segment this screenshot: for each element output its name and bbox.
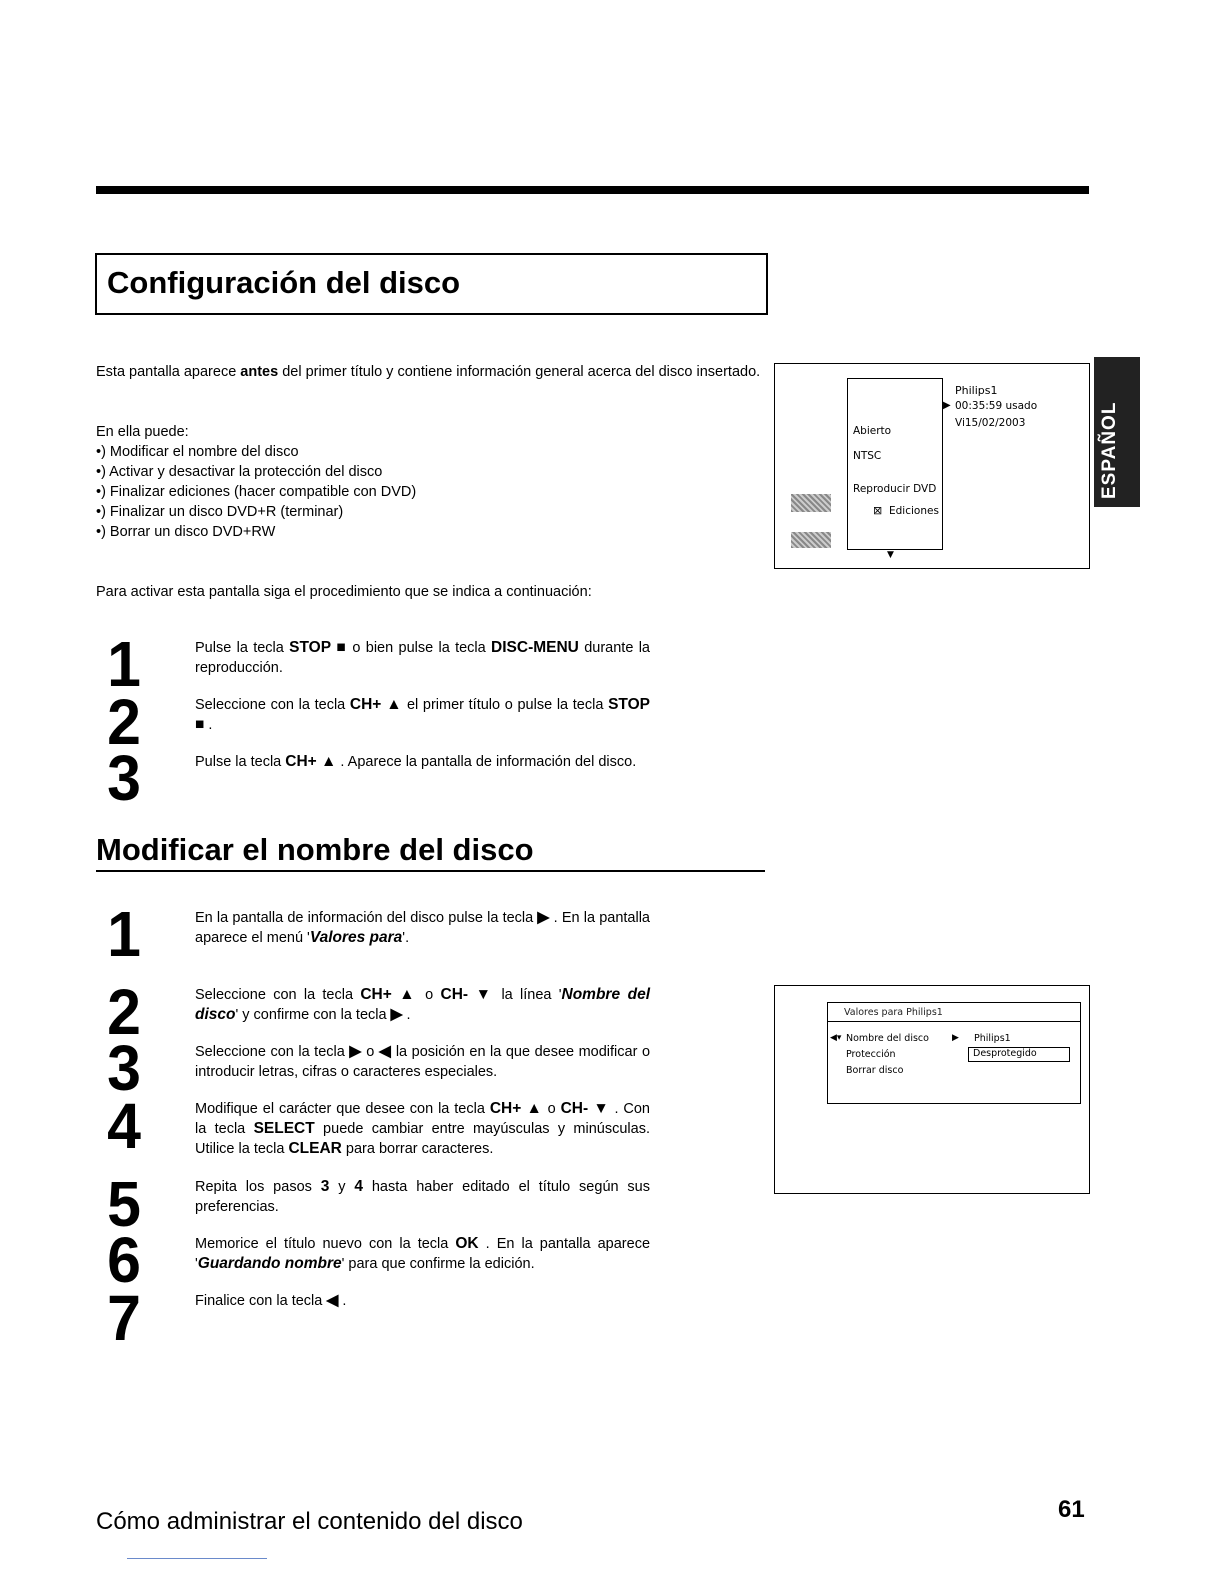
footer-section-title: Cómo administrar el contenido del disco xyxy=(96,1508,523,1535)
arrow-right-icon: ▶ xyxy=(943,400,951,411)
step-text xyxy=(195,1177,650,1217)
step-text-part: o xyxy=(361,1044,379,1060)
step-text xyxy=(195,1234,650,1274)
step-number: 4 xyxy=(107,1090,141,1162)
key-label: ▶ xyxy=(390,1006,403,1023)
step-text-part: . xyxy=(338,1293,347,1309)
intro-text-a: Esta pantalla aparece xyxy=(96,364,241,380)
step-number: 3 xyxy=(107,742,141,814)
step-text-part: o xyxy=(417,987,441,1003)
step-number: 5 xyxy=(107,1168,141,1240)
key-label: CH+ ▲ xyxy=(285,753,337,770)
thumbnail-icon xyxy=(791,494,831,512)
title-box xyxy=(95,253,768,315)
list-item: •) Modificar el nombre del disco xyxy=(96,444,299,460)
intro-text-b: del primer título y contiene información general acerca del disco insertado. xyxy=(278,364,761,380)
step-text xyxy=(195,752,650,772)
step-text-part: Finalice con la tecla xyxy=(195,1293,327,1309)
arrow-right-icon: ▶ xyxy=(952,1033,959,1043)
step-text-part: la posición en la que desee modificar o introducir letras, cifras o caracteres especiales. xyxy=(195,1044,651,1080)
row-value-nombre: Philips1 xyxy=(974,1033,1011,1044)
step-text-part: . En la pantalla aparece el menú ' xyxy=(195,910,650,946)
step-text-part: Seleccione con la tecla xyxy=(195,697,350,713)
language-tab xyxy=(1094,357,1140,507)
thumbnail-icon xyxy=(791,532,831,548)
step-text-part: Seleccione con la tecla xyxy=(195,987,361,1003)
key-label: CH- ▼ xyxy=(560,1100,610,1117)
step-text xyxy=(195,985,650,1025)
menu-item-reproducir-dvd: Reproducir DVD xyxy=(853,483,937,495)
step-text-part: el primer título o pulse la tecla xyxy=(402,697,609,713)
step-text-part: Seleccione con la tecla xyxy=(195,1044,350,1060)
step-text-part: puede cambiar entre mayúsculas y minúsculas. Utilice la tecla xyxy=(195,1121,650,1157)
menu-item-abierto: Abierto xyxy=(853,425,892,437)
step-number: 2 xyxy=(107,686,141,758)
row-value-proteccion: Desprotegido xyxy=(973,1048,1037,1059)
step-text-part: ' y confirme con la tecla xyxy=(235,1007,391,1023)
key-label: ▶ xyxy=(349,1043,362,1060)
step-number: 6 xyxy=(107,1224,141,1296)
step-text-part: o bien pulse la tecla xyxy=(347,640,492,656)
step-number: 1 xyxy=(107,898,141,970)
menu-name: Valores para xyxy=(309,929,403,946)
step-text-part: y xyxy=(329,1179,355,1195)
step-text-part: o xyxy=(542,1101,561,1117)
section-heading: Modificar el nombre del disco xyxy=(96,832,534,867)
list-item: •) Borrar un disco DVD+RW xyxy=(96,524,276,540)
feature-list xyxy=(96,422,556,542)
selector-icon: ◀▾ xyxy=(830,1033,842,1043)
list-intro: En ella puede: xyxy=(96,424,189,440)
step-text-part: '. xyxy=(402,930,410,946)
list-item: •) Finalizar un disco DVD+R (terminar) xyxy=(96,504,344,520)
step-text-part: Repita los pasos xyxy=(195,1179,321,1195)
step-text xyxy=(195,638,650,678)
step-text-part: hasta haber editado el título según sus preferencias. xyxy=(195,1179,650,1215)
value-box xyxy=(968,1047,1070,1062)
language-tab-label: ESPAÑOL xyxy=(1099,401,1120,499)
intro-paragraph xyxy=(96,362,764,382)
step-text xyxy=(195,1291,650,1311)
scroll-down-icon: ▼ xyxy=(887,550,894,560)
menu-name: Guardando nombre xyxy=(197,1255,342,1272)
step-number: 1 xyxy=(107,628,141,700)
step-text-part: . xyxy=(402,1007,411,1023)
top-rule xyxy=(96,186,1089,194)
disc-used-time: 00:35:59 usado xyxy=(955,400,1038,412)
key-label: CH+ ▲ xyxy=(349,696,403,713)
disc-menu-panel xyxy=(847,378,943,550)
key-label: CH+ ▲ xyxy=(360,986,418,1003)
key-label: CLEAR xyxy=(288,1140,342,1157)
key-label: ▶ xyxy=(537,909,550,926)
disc-name: Philips1 xyxy=(955,384,998,397)
valores-screen xyxy=(774,985,1090,1194)
key-label: ◀ xyxy=(378,1043,392,1060)
step-text xyxy=(195,908,650,948)
page-title: Configuración del disco xyxy=(107,265,461,300)
page-number: 61 xyxy=(1058,1496,1085,1523)
step-number: 3 xyxy=(107,1032,141,1104)
step-text-part: la línea ' xyxy=(494,987,562,1003)
valores-menu-panel xyxy=(827,1002,1081,1104)
key-label: STOP ■ xyxy=(289,639,348,656)
key-label: SELECT xyxy=(253,1120,315,1137)
step-text-part: . Con la tecla xyxy=(195,1101,650,1137)
row-label-nombre: Nombre del disco xyxy=(846,1033,929,1044)
row-label-proteccion: Protección xyxy=(846,1049,896,1060)
valores-header: Valores para Philips1 xyxy=(844,1007,943,1018)
list-item: •) Activar y desactivar la protección del disco xyxy=(96,464,383,480)
step-text-part: . En la pantalla aparece ' xyxy=(195,1236,651,1272)
key-label: STOP ■ xyxy=(195,696,650,733)
row-label-borrar: Borrar disco xyxy=(846,1065,904,1076)
step-text-part: Pulse la tecla xyxy=(195,640,290,656)
key-label: 4 xyxy=(354,1178,363,1195)
step-text-part: . xyxy=(204,717,213,733)
step-text-part: Memorice el título nuevo con la tecla xyxy=(195,1236,456,1252)
intro-bold: antes xyxy=(240,364,279,380)
step-text-part: . Aparece la pantalla de información del disco. xyxy=(336,754,637,770)
key-label: ◀ xyxy=(326,1292,339,1309)
step-text xyxy=(195,695,650,735)
bottom-line xyxy=(127,1558,267,1559)
disc-date: Vi15/02/2003 xyxy=(955,417,1026,429)
step-number: 7 xyxy=(107,1282,141,1354)
step-text-part: En la pantalla de información del disco pulse la tecla xyxy=(195,910,538,926)
key-label: OK xyxy=(455,1235,479,1252)
menu-name: Nombre del disco xyxy=(195,986,651,1023)
step-text xyxy=(195,1099,650,1159)
key-label: DISC-MENU xyxy=(491,639,579,656)
list-item: •) Finalizar ediciones (hacer compatible con DVD) xyxy=(96,484,417,500)
disc-info-screen xyxy=(774,363,1090,569)
section-rule xyxy=(96,870,765,872)
menu-item-ntsc: NTSC xyxy=(853,450,882,462)
step-text-part: Modifique el carácter que desee con la tecla xyxy=(195,1101,490,1117)
activar-text: Para activar esta pantalla siga el procedimiento que se indica a continuación: xyxy=(96,584,592,600)
key-label: CH+ ▲ xyxy=(489,1100,543,1117)
checkbox-icon: ⊠ xyxy=(873,504,883,517)
step-text xyxy=(195,1042,650,1082)
step-text-part: durante la reproducción. xyxy=(195,640,650,676)
step-text-part: Pulse la tecla xyxy=(195,754,286,770)
header-divider xyxy=(828,1021,1080,1022)
menu-item-ediciones: Ediciones xyxy=(889,505,939,517)
key-label: 3 xyxy=(320,1178,330,1195)
step-number: 2 xyxy=(107,976,141,1048)
step-text-part: para borrar caracteres. xyxy=(341,1141,494,1157)
step-text-part: ' para que confirme la edición. xyxy=(341,1256,535,1272)
key-label: CH- ▼ xyxy=(440,986,495,1003)
